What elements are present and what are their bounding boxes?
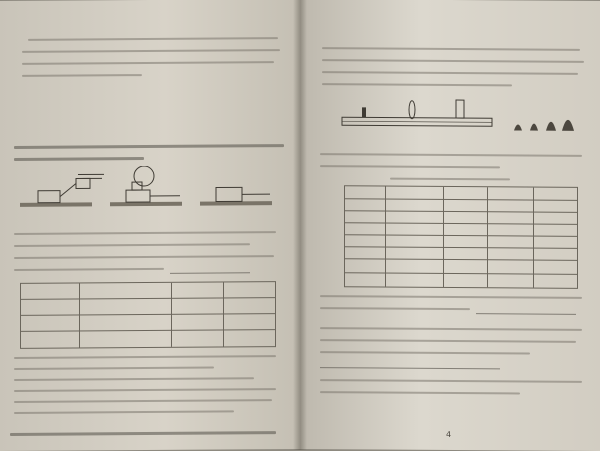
question-text-line <box>22 49 280 53</box>
question-text-line <box>322 47 580 51</box>
answer-blank <box>320 367 500 369</box>
question-text-line <box>14 243 250 247</box>
question-text-line <box>322 71 578 75</box>
table-row-divider <box>345 210 577 213</box>
question-text-line <box>14 268 164 271</box>
answer-blank <box>476 313 576 315</box>
table-column-divider <box>79 283 80 347</box>
table-column-divider <box>443 187 444 287</box>
table-row-divider <box>21 329 275 332</box>
table-row-divider <box>345 234 577 237</box>
table-column-divider <box>385 187 386 287</box>
question-text-line <box>320 327 582 331</box>
question-text-line <box>320 351 530 354</box>
question-text-line <box>322 83 512 86</box>
table-row-divider <box>21 313 275 316</box>
question-text-line <box>14 367 214 370</box>
question-text-line <box>14 388 276 392</box>
table-row-divider <box>345 246 577 249</box>
question-text-line <box>320 295 582 299</box>
table-column-divider <box>487 187 488 287</box>
optical-bench <box>342 99 492 126</box>
table-row-divider <box>345 198 577 201</box>
question-text-line <box>14 231 276 235</box>
data-table <box>20 281 276 349</box>
question-31-text <box>14 144 284 149</box>
table-row-divider <box>345 258 577 261</box>
friction-experiment-figures <box>18 165 278 225</box>
answer-blank <box>170 272 250 274</box>
table-column-divider <box>223 282 224 346</box>
right-page <box>300 0 600 451</box>
question-text-line <box>14 377 254 381</box>
question-text-line <box>320 165 500 168</box>
book-gutter <box>293 0 307 450</box>
question-31-text <box>14 157 144 161</box>
question-text-line <box>320 339 576 343</box>
question-text-line <box>14 355 276 359</box>
flame-images <box>514 119 574 130</box>
question-text-line <box>22 74 142 77</box>
table-column-divider <box>533 188 534 288</box>
figure-c <box>200 187 272 206</box>
figure-a <box>20 174 104 207</box>
lens-experiment-figures <box>338 95 588 147</box>
question-text-line <box>28 37 278 41</box>
page-number: 4 <box>446 430 451 439</box>
figure-b <box>110 166 182 207</box>
question-text-line <box>14 410 234 414</box>
question-text-line <box>320 379 582 383</box>
question-32-text <box>10 431 276 436</box>
question-text-line <box>22 61 274 65</box>
question-text-line <box>320 307 470 310</box>
table-caption <box>390 178 510 181</box>
table-row-divider <box>345 222 577 225</box>
table-column-divider <box>171 283 172 347</box>
question-text-line <box>322 59 584 63</box>
table-row-divider <box>345 272 577 275</box>
data-table <box>344 185 578 289</box>
question-text-line <box>320 391 520 394</box>
table-row-divider <box>21 297 275 300</box>
question-text-line <box>14 399 272 403</box>
question-text-line <box>320 153 582 157</box>
question-text-line <box>14 255 274 259</box>
